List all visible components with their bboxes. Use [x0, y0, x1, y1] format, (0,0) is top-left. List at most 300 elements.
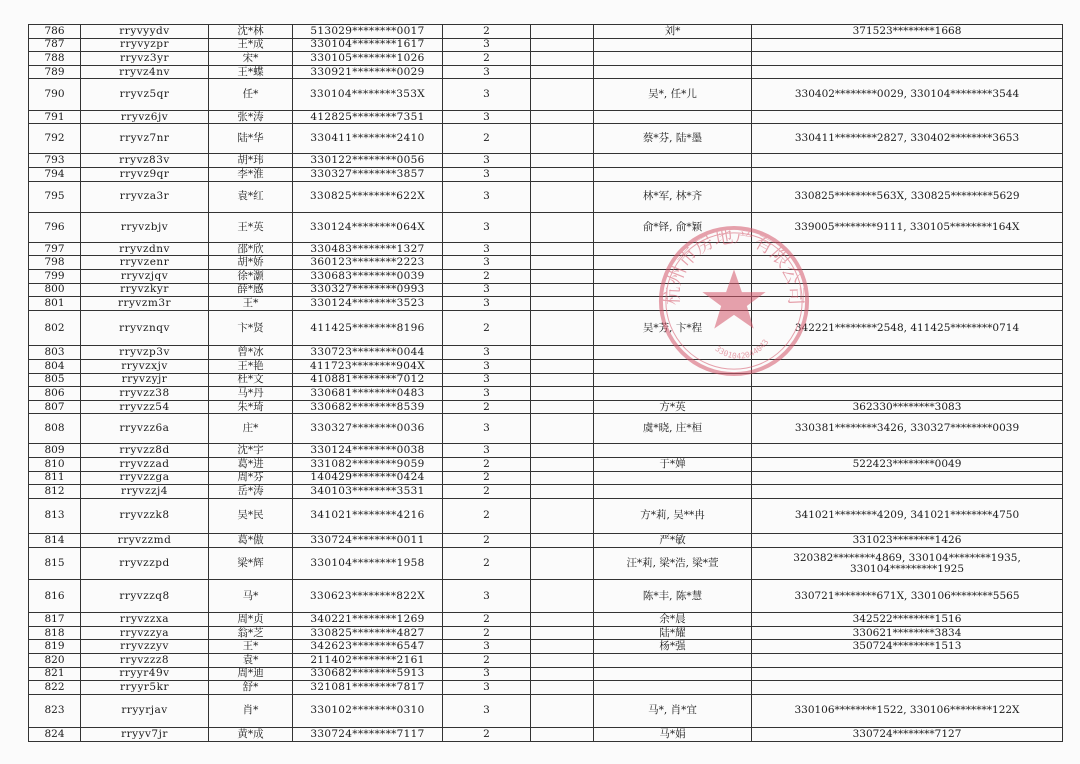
id-number-cell: 340103********3531 [293, 485, 443, 499]
name-cell: 邵*欣 [209, 242, 293, 256]
co-owner-name-cell: 余*晨 [594, 613, 752, 627]
registration-table [28, 24, 1063, 742]
name-cell: 薛*感 [209, 283, 293, 297]
count-cell: 2 [443, 547, 531, 580]
code-cell: rryvzz38 [81, 387, 209, 401]
co-owner-id-cell [752, 653, 1063, 667]
id-number-cell: 342623********6547 [293, 640, 443, 654]
row-number: 797 [29, 242, 81, 256]
id-number-cell: 330124********064X [293, 212, 443, 242]
extra-cell [531, 310, 594, 345]
co-owner-name-cell [594, 444, 752, 458]
id-number-cell: 321081********7817 [293, 681, 443, 695]
co-owner-id-cell [752, 110, 1063, 124]
count-cell: 3 [443, 681, 531, 695]
co-owner-id-cell: 371523********1668 [752, 25, 1063, 39]
extra-cell [531, 25, 594, 39]
name-cell: 王*艳 [209, 359, 293, 373]
extra-cell [531, 626, 594, 640]
co-owner-name-cell: 陆*耀 [594, 626, 752, 640]
table-row [29, 471, 1063, 485]
table-row [29, 154, 1063, 168]
id-number-cell: 340221********1269 [293, 613, 443, 627]
code-cell: rryvznqv [81, 310, 209, 345]
count-cell: 2 [443, 653, 531, 667]
table-body [29, 25, 1063, 742]
id-number-cell: 410881********7012 [293, 373, 443, 387]
code-cell: rryvz7nr [81, 124, 209, 154]
code-cell: rryvzzq8 [81, 580, 209, 613]
code-cell: rryvzz8d [81, 444, 209, 458]
count-cell: 3 [443, 444, 531, 458]
extra-cell [531, 270, 594, 284]
id-number-cell: 330105********1026 [293, 52, 443, 66]
id-number-cell: 330327********0036 [293, 414, 443, 444]
name-cell: 李*淮 [209, 167, 293, 181]
co-owner-id-cell [752, 485, 1063, 499]
co-owner-name-cell: 吴*芳, 卞*程 [594, 310, 752, 345]
co-owner-name-cell: 吴*, 任*儿 [594, 79, 752, 110]
extra-cell [531, 212, 594, 242]
count-cell: 3 [443, 181, 531, 212]
count-cell: 2 [443, 485, 531, 499]
code-cell: rryvzzad [81, 457, 209, 471]
name-cell: 梁*辉 [209, 547, 293, 580]
row-number: 812 [29, 485, 81, 499]
name-cell: 卞*贤 [209, 310, 293, 345]
code-cell: rryvzz54 [81, 400, 209, 414]
name-cell: 马*丹 [209, 387, 293, 401]
code-cell: rryvzxjv [81, 359, 209, 373]
row-number: 816 [29, 580, 81, 613]
id-number-cell: 330327********3857 [293, 167, 443, 181]
count-cell: 3 [443, 167, 531, 181]
count-cell: 3 [443, 256, 531, 270]
id-number-cell: 330102********0310 [293, 694, 443, 727]
code-cell: rryvzdnv [81, 242, 209, 256]
extra-cell [531, 534, 594, 548]
row-number: 813 [29, 498, 81, 533]
id-number-cell: 330411********2410 [293, 124, 443, 154]
row-number: 790 [29, 79, 81, 110]
name-cell: 徐*灏 [209, 270, 293, 284]
table-row [29, 727, 1063, 742]
code-cell: rryvzzya [81, 626, 209, 640]
row-number: 788 [29, 52, 81, 66]
row-number: 822 [29, 681, 81, 695]
id-number-cell: 330124********0038 [293, 444, 443, 458]
co-owner-id-cell [752, 471, 1063, 485]
table-row [29, 297, 1063, 311]
co-owner-name-cell: 林*军, 林*齐 [594, 181, 752, 212]
table-row [29, 681, 1063, 695]
table-row [29, 310, 1063, 345]
code-cell: rryyv7jr [81, 727, 209, 742]
co-owner-id-cell [752, 297, 1063, 311]
co-owner-id-cell [752, 154, 1063, 168]
extra-cell [531, 52, 594, 66]
code-cell: rryvzzga [81, 471, 209, 485]
id-number-cell: 330104********353X [293, 79, 443, 110]
co-owner-id-cell [752, 167, 1063, 181]
row-number: 804 [29, 359, 81, 373]
table-row [29, 667, 1063, 681]
row-number: 794 [29, 167, 81, 181]
co-owner-name-cell [594, 283, 752, 297]
extra-cell [531, 640, 594, 654]
count-cell: 2 [443, 52, 531, 66]
co-owner-id-cell [752, 359, 1063, 373]
code-cell: rryvzp3v [81, 346, 209, 360]
name-cell: 陆*华 [209, 124, 293, 154]
co-owner-id-cell: 330721********671X, 330106********5565 [752, 580, 1063, 613]
count-cell: 2 [443, 613, 531, 627]
name-cell: 王*蝶 [209, 65, 293, 79]
row-number: 798 [29, 256, 81, 270]
name-cell: 杜*文 [209, 373, 293, 387]
code-cell: rryvzkyr [81, 283, 209, 297]
row-number: 801 [29, 297, 81, 311]
table-row [29, 346, 1063, 360]
row-number: 824 [29, 727, 81, 742]
table-row [29, 52, 1063, 66]
id-number-cell: 330483********1327 [293, 242, 443, 256]
row-number: 806 [29, 387, 81, 401]
id-number-cell: 412825********7351 [293, 110, 443, 124]
extra-cell [531, 346, 594, 360]
id-number-cell: 330104********1617 [293, 38, 443, 52]
id-number-cell: 513029********0017 [293, 25, 443, 39]
count-cell: 3 [443, 640, 531, 654]
co-owner-name-cell: 虞*晓, 庄*桓 [594, 414, 752, 444]
table-row [29, 270, 1063, 284]
count-cell: 3 [443, 154, 531, 168]
co-owner-name-cell: 汪*莉, 梁*浩, 梁*萱 [594, 547, 752, 580]
co-owner-id-cell: 362330********3083 [752, 400, 1063, 414]
id-number-cell: 360123********2223 [293, 256, 443, 270]
id-number-cell: 330825********622X [293, 181, 443, 212]
row-number: 810 [29, 457, 81, 471]
row-number: 817 [29, 613, 81, 627]
code-cell: rryvyydv [81, 25, 209, 39]
table-row [29, 444, 1063, 458]
co-owner-id-cell: 330724********7127 [752, 727, 1063, 742]
extra-cell [531, 653, 594, 667]
name-cell: 胡*娇 [209, 256, 293, 270]
name-cell: 朱*琦 [209, 400, 293, 414]
code-cell: rryvzzxa [81, 613, 209, 627]
code-cell: rryvz9qr [81, 167, 209, 181]
table-row [29, 694, 1063, 727]
co-owner-name-cell: 俞*铎, 俞*颖 [594, 212, 752, 242]
id-number-cell: 330681********0483 [293, 387, 443, 401]
table-row [29, 283, 1063, 297]
co-owner-id-cell: 342522********1516 [752, 613, 1063, 627]
extra-cell [531, 414, 594, 444]
table-row [29, 212, 1063, 242]
co-owner-name-cell: 杨*强 [594, 640, 752, 654]
row-number: 793 [29, 154, 81, 168]
co-owner-name-cell [594, 485, 752, 499]
table-row [29, 387, 1063, 401]
name-cell: 张*涛 [209, 110, 293, 124]
id-number-cell: 330327********0993 [293, 283, 443, 297]
co-owner-id-cell [752, 373, 1063, 387]
extra-cell [531, 79, 594, 110]
id-number-cell: 330122********0056 [293, 154, 443, 168]
co-owner-name-cell [594, 256, 752, 270]
table-row [29, 457, 1063, 471]
co-owner-id-cell: 350724********1513 [752, 640, 1063, 654]
count-cell: 2 [443, 124, 531, 154]
extra-cell [531, 373, 594, 387]
co-owner-name-cell [594, 653, 752, 667]
table-row [29, 534, 1063, 548]
row-number: 786 [29, 25, 81, 39]
extra-cell [531, 65, 594, 79]
co-owner-name-cell [594, 667, 752, 681]
table-row [29, 110, 1063, 124]
co-owner-id-cell: 330402********0029, 330104********3544 [752, 79, 1063, 110]
co-owner-id-cell [752, 256, 1063, 270]
count-cell: 2 [443, 626, 531, 640]
count-cell: 3 [443, 346, 531, 360]
stamp-text: 杭州市房地产有限公司 [662, 226, 806, 306]
row-number: 819 [29, 640, 81, 654]
id-number-cell: 330724********0011 [293, 534, 443, 548]
co-owner-name-cell: 蔡*芬, 陆*墨 [594, 124, 752, 154]
co-owner-id-cell [752, 387, 1063, 401]
table-row [29, 242, 1063, 256]
code-cell: rryvzzz8 [81, 653, 209, 667]
name-cell: 岳*涛 [209, 485, 293, 499]
extra-cell [531, 498, 594, 533]
name-cell: 宋* [209, 52, 293, 66]
co-owner-name-cell [594, 297, 752, 311]
name-cell: 王* [209, 297, 293, 311]
table-row [29, 25, 1063, 39]
count-cell: 3 [443, 387, 531, 401]
co-owner-name-cell [594, 270, 752, 284]
code-cell: rryyr5kr [81, 681, 209, 695]
extra-cell [531, 580, 594, 613]
code-cell: rryvzzmd [81, 534, 209, 548]
table-row [29, 256, 1063, 270]
co-owner-id-cell: 342221********2548, 411425********0714 [752, 310, 1063, 345]
extra-cell [531, 387, 594, 401]
row-number: 807 [29, 400, 81, 414]
table-row [29, 65, 1063, 79]
count-cell: 3 [443, 414, 531, 444]
co-owner-name-cell: 陈*丰, 陈*慧 [594, 580, 752, 613]
name-cell: 沈*林 [209, 25, 293, 39]
name-cell: 葛*进 [209, 457, 293, 471]
code-cell: rryvz6jv [81, 110, 209, 124]
co-owner-name-cell [594, 346, 752, 360]
co-owner-name-cell [594, 154, 752, 168]
row-number: 799 [29, 270, 81, 284]
code-cell: rryvzzk8 [81, 498, 209, 533]
count-cell: 3 [443, 242, 531, 256]
extra-cell [531, 256, 594, 270]
co-owner-id-cell: 330825********563X, 330825********5629 [752, 181, 1063, 212]
table-row [29, 613, 1063, 627]
co-owner-id-cell [752, 270, 1063, 284]
id-number-cell: 211402********2161 [293, 653, 443, 667]
count-cell: 3 [443, 283, 531, 297]
count-cell: 2 [443, 498, 531, 533]
id-number-cell: 330623********822X [293, 580, 443, 613]
code-cell: rryvz4nv [81, 65, 209, 79]
co-owner-name-cell [594, 110, 752, 124]
id-number-cell: 330825********4827 [293, 626, 443, 640]
row-number: 796 [29, 212, 81, 242]
count-cell: 2 [443, 457, 531, 471]
extra-cell [531, 359, 594, 373]
name-cell: 葛*傲 [209, 534, 293, 548]
id-number-cell: 331082********9059 [293, 457, 443, 471]
code-cell: rryyrjav [81, 694, 209, 727]
extra-cell [531, 242, 594, 256]
table-row [29, 400, 1063, 414]
code-cell: rryvzzpd [81, 547, 209, 580]
count-cell: 3 [443, 110, 531, 124]
name-cell: 胡*玮 [209, 154, 293, 168]
extra-cell [531, 283, 594, 297]
co-owner-name-cell: 于*婵 [594, 457, 752, 471]
co-owner-id-cell: 339005********9111, 330105********164X [752, 212, 1063, 242]
extra-cell [531, 727, 594, 742]
table-row [29, 79, 1063, 110]
name-cell: 袁*红 [209, 181, 293, 212]
code-cell: rryvzyjr [81, 373, 209, 387]
code-cell: rryvzz6a [81, 414, 209, 444]
code-cell: rryvzzyv [81, 640, 209, 654]
co-owner-name-cell: 马*, 肖*宜 [594, 694, 752, 727]
id-number-cell: 330104********1958 [293, 547, 443, 580]
table-row [29, 626, 1063, 640]
name-cell: 肖* [209, 694, 293, 727]
row-number: 814 [29, 534, 81, 548]
row-number: 789 [29, 65, 81, 79]
table-row [29, 38, 1063, 52]
count-cell: 2 [443, 270, 531, 284]
extra-cell [531, 547, 594, 580]
co-owner-id-cell [752, 346, 1063, 360]
row-number: 787 [29, 38, 81, 52]
extra-cell [531, 110, 594, 124]
co-owner-id-cell [752, 65, 1063, 79]
extra-cell [531, 181, 594, 212]
row-number: 809 [29, 444, 81, 458]
name-cell: 周*芬 [209, 471, 293, 485]
extra-cell [531, 613, 594, 627]
count-cell: 3 [443, 359, 531, 373]
row-number: 791 [29, 110, 81, 124]
co-owner-id-cell: 320382********4869, 330104********1935, 330104*********1925 [752, 547, 1063, 580]
id-number-cell: 341021********4216 [293, 498, 443, 533]
name-cell: 庄* [209, 414, 293, 444]
row-number: 805 [29, 373, 81, 387]
co-owner-name-cell [594, 52, 752, 66]
co-owner-id-cell [752, 242, 1063, 256]
code-cell: rryyr49v [81, 667, 209, 681]
code-cell: rryvzbjv [81, 212, 209, 242]
co-owner-id-cell: 331023********1426 [752, 534, 1063, 548]
id-number-cell: 411425********8196 [293, 310, 443, 345]
co-owner-id-cell: 341021********4209, 341021********4750 [752, 498, 1063, 533]
row-number: 792 [29, 124, 81, 154]
name-cell: 舒* [209, 681, 293, 695]
row-number: 821 [29, 667, 81, 681]
count-cell: 3 [443, 65, 531, 79]
extra-cell [531, 400, 594, 414]
table-row [29, 373, 1063, 387]
table-row [29, 653, 1063, 667]
name-cell: 曾*冰 [209, 346, 293, 360]
code-cell: rryvyzpr [81, 38, 209, 52]
co-owner-name-cell [594, 167, 752, 181]
co-owner-name-cell: 方*莉, 吴**冉 [594, 498, 752, 533]
count-cell: 3 [443, 667, 531, 681]
row-number: 815 [29, 547, 81, 580]
co-owner-id-cell [752, 52, 1063, 66]
table-row [29, 181, 1063, 212]
co-owner-name-cell: 严*敏 [594, 534, 752, 548]
co-owner-name-cell: 马*娟 [594, 727, 752, 742]
code-cell: rryvz83v [81, 154, 209, 168]
co-owner-name-cell [594, 471, 752, 485]
row-number: 803 [29, 346, 81, 360]
id-number-cell: 330682********8539 [293, 400, 443, 414]
co-owner-name-cell [594, 387, 752, 401]
table-row [29, 359, 1063, 373]
id-number-cell: 330921********0029 [293, 65, 443, 79]
extra-cell [531, 471, 594, 485]
co-owner-id-cell [752, 667, 1063, 681]
extra-cell [531, 694, 594, 727]
extra-cell [531, 485, 594, 499]
name-cell: 吴*民 [209, 498, 293, 533]
count-cell: 2 [443, 471, 531, 485]
table-row [29, 498, 1063, 533]
count-cell: 2 [443, 534, 531, 548]
count-cell: 3 [443, 212, 531, 242]
count-cell: 3 [443, 373, 531, 387]
extra-cell [531, 154, 594, 168]
count-cell: 3 [443, 38, 531, 52]
extra-cell [531, 297, 594, 311]
code-cell: rryvz3yr [81, 52, 209, 66]
co-owner-name-cell [594, 242, 752, 256]
table-row [29, 580, 1063, 613]
count-cell: 3 [443, 580, 531, 613]
row-number: 820 [29, 653, 81, 667]
name-cell: 周*迪 [209, 667, 293, 681]
table-row [29, 547, 1063, 580]
id-number-cell: 330683********0039 [293, 270, 443, 284]
row-number: 823 [29, 694, 81, 727]
code-cell: rryvzm3r [81, 297, 209, 311]
co-owner-name-cell [594, 65, 752, 79]
co-owner-id-cell: 330411********2827, 330402********3653 [752, 124, 1063, 154]
count-cell: 2 [443, 727, 531, 742]
name-cell: 周*贞 [209, 613, 293, 627]
extra-cell [531, 124, 594, 154]
count-cell: 3 [443, 79, 531, 110]
table-row [29, 124, 1063, 154]
co-owner-name-cell [594, 681, 752, 695]
